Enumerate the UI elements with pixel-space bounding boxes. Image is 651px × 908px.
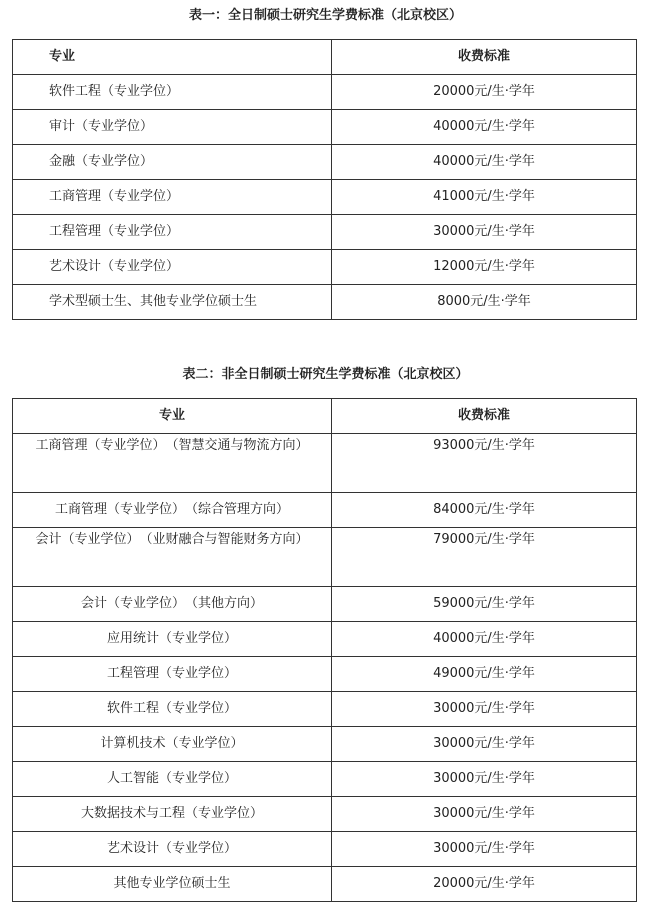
table-row — [13, 75, 637, 110]
fee-cell: 93000元/生·学年 — [332, 434, 637, 493]
table-row — [13, 622, 637, 657]
major-cell: 软件工程（专业学位） — [13, 75, 332, 110]
major-cell: 工商管理（专业学位） （综合管理方向） — [13, 493, 332, 528]
fee-cell: 59000元/生·学年 — [332, 587, 637, 622]
table-row — [13, 250, 637, 285]
major-cell: 金融（专业学位） — [13, 145, 332, 180]
fee-cell: 30000元/生·学年 — [332, 215, 637, 250]
table-row — [13, 110, 637, 145]
fee-cell: 30000元/生·学年 — [332, 727, 637, 762]
fee-cell: 30000元/生·学年 — [332, 797, 637, 832]
table-row — [13, 657, 637, 692]
fulltime-fee-table — [12, 39, 637, 320]
column-header-fee: 收费标准 — [332, 399, 637, 434]
table-row — [13, 434, 637, 493]
table-row — [13, 145, 637, 180]
table2-caption: 表二：非全日制硕士研究生学费标准（北京校区） — [182, 367, 469, 382]
major-cell: 艺术设计（专业学位） — [13, 832, 332, 867]
fee-cell: 30000元/生·学年 — [332, 762, 637, 797]
major-cell: 审计（专业学位） — [13, 110, 332, 145]
major-cell: 计算机技术（专业学位） — [13, 727, 332, 762]
table1-caption: 表一：全日制硕士研究生学费标准（北京校区） — [188, 8, 462, 23]
fee-cell: 8000元/生·学年 — [332, 285, 637, 320]
column-header-major: 专业 — [13, 399, 332, 434]
major-cell: 应用统计（专业学位） — [13, 622, 332, 657]
table-row — [13, 215, 637, 250]
fee-cell: 40000元/生·学年 — [332, 145, 637, 180]
major-cell: 其他专业学位硕士生 — [13, 867, 332, 902]
column-header-fee: 收费标准 — [332, 40, 637, 75]
table-row — [13, 285, 637, 320]
fee-cell: 40000元/生·学年 — [332, 110, 637, 145]
fee-cell: 30000元/生·学年 — [332, 692, 637, 727]
fee-cell: 40000元/生·学年 — [332, 622, 637, 657]
major-cell: 工商管理（专业学位） — [13, 180, 332, 215]
table-row — [13, 528, 637, 587]
table-header-row — [13, 399, 637, 434]
major-cell: 人工智能（专业学位） — [13, 762, 332, 797]
fee-cell: 84000元/生·学年 — [332, 493, 637, 528]
fee-cell: 20000元/生·学年 — [332, 867, 637, 902]
table-row — [13, 797, 637, 832]
fee-cell: 41000元/生·学年 — [332, 180, 637, 215]
table-row — [13, 180, 637, 215]
table-row — [13, 587, 637, 622]
major-cell: 艺术设计（专业学位） — [13, 250, 332, 285]
fee-cell: 79000元/生·学年 — [332, 528, 637, 587]
fee-cell: 49000元/生·学年 — [332, 657, 637, 692]
table-row — [13, 692, 637, 727]
major-cell: 会计（专业学位） （业财融合与智能财务方向） — [13, 528, 332, 587]
parttime-fee-table — [12, 398, 637, 902]
table-row — [13, 762, 637, 797]
table-row — [13, 867, 637, 902]
major-cell: 工程管理（专业学位） — [13, 215, 332, 250]
major-cell: 工商管理（专业学位） （智慧交通与物流方向） — [13, 434, 332, 493]
fee-cell: 20000元/生·学年 — [332, 75, 637, 110]
table-row — [13, 832, 637, 867]
fee-cell: 30000元/生·学年 — [332, 832, 637, 867]
column-header-major: 专业 — [13, 40, 332, 75]
major-cell: 大数据技术与工程（专业学位） — [13, 797, 332, 832]
major-cell: 工程管理（专业学位） — [13, 657, 332, 692]
major-cell: 软件工程（专业学位） — [13, 692, 332, 727]
table-header-row — [13, 40, 637, 75]
major-cell: 会计（专业学位） （其他方向） — [13, 587, 332, 622]
table-row — [13, 493, 637, 528]
major-cell: 学术型硕士生、其他专业学位硕士生 — [13, 285, 332, 320]
table-row — [13, 727, 637, 762]
fee-cell: 12000元/生·学年 — [332, 250, 637, 285]
